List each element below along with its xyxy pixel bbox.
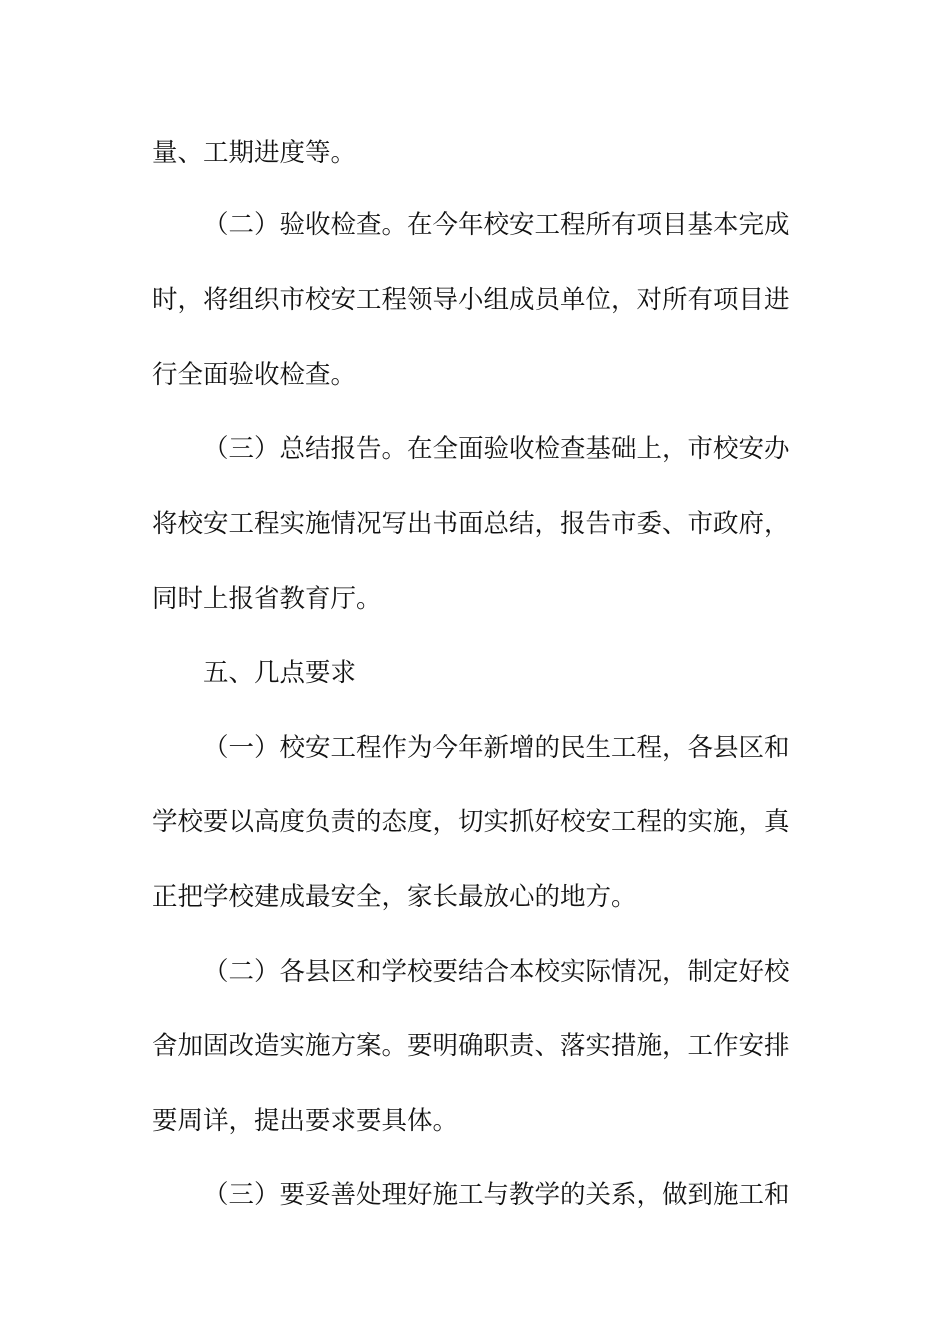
text-line: 行全面验收检查。 (152, 360, 357, 390)
text-line: 同时上报省教育厅。 (152, 584, 382, 614)
paragraph-line: （二）验收检查。在今年校安工程所有项目基本完成 (203, 210, 790, 240)
text-line: 要周详，提出要求要具体。 (152, 1106, 459, 1136)
text-line: 时，将组织市校安工程领导小组成员单位，对所有项目进 (152, 285, 790, 315)
paragraph-line: （二）各县区和学校要结合本校实际情况，制定好校 (203, 957, 790, 987)
paragraph-line: （三）总结报告。在全面验收检查基础上，市校安办 (203, 434, 790, 464)
text-line: 将校安工程实施情况写出书面总结，报告市委、市政府， (152, 509, 790, 539)
paragraph-line: （一）校安工程作为今年新增的民生工程，各县区和 (203, 733, 790, 763)
text-line: 学校要以高度负责的态度，切实抓好校安工程的实施，真 (152, 807, 790, 837)
paragraph-line: （三）要妥善处理好施工与教学的关系，做到施工和 (203, 1180, 790, 1210)
text-line: 量、工期进度等。 (152, 138, 357, 168)
text-line: 舍加固改造实施方案。要明确职责、落实措施，工作安排 (152, 1031, 790, 1061)
section-heading: 五、几点要求 (203, 658, 357, 688)
text-line: 正把学校建成最安全，家长最放心的地方。 (152, 882, 637, 912)
